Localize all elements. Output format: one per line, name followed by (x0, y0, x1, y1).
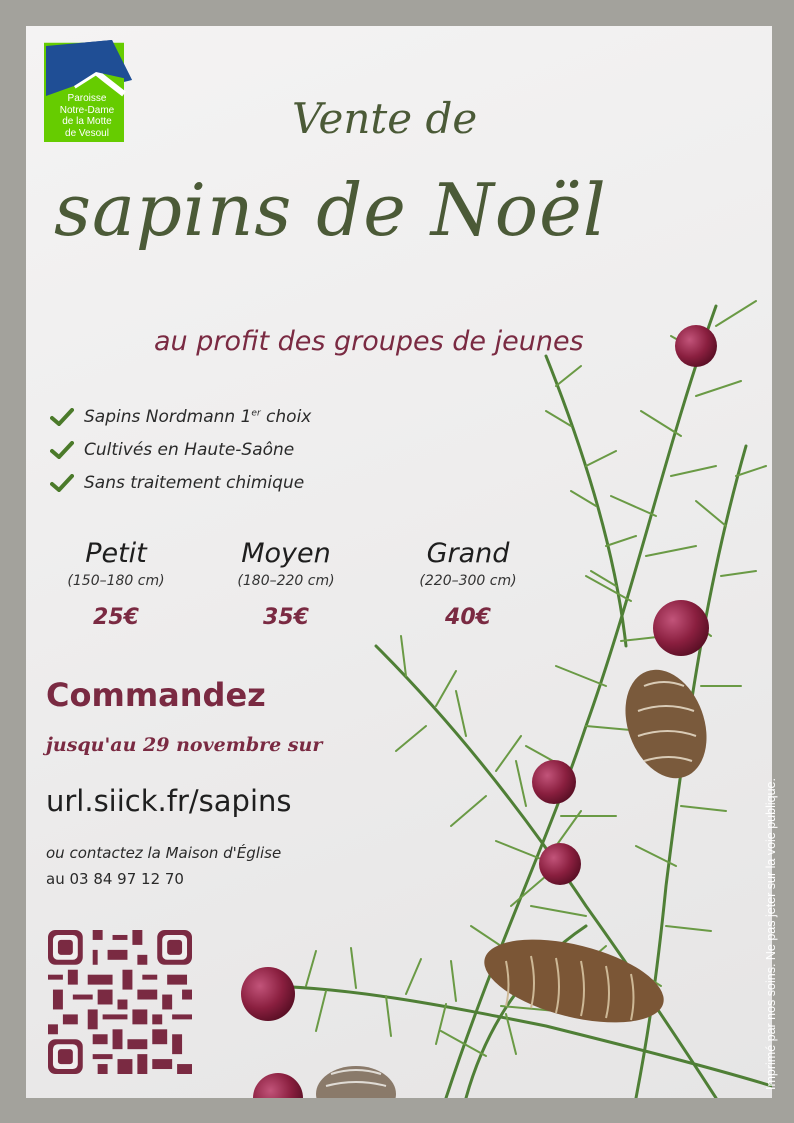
contact-text: ou contactez la Maison d'Église (46, 844, 282, 862)
feature-label: Sapins Nordmann 1 (84, 406, 252, 427)
logo-line: Notre-Dame (59, 104, 115, 116)
subtitle: au profit des groupes de jeunes (154, 326, 584, 357)
qr-code-icon (48, 930, 192, 1074)
logo-line: de Vesoul (65, 127, 109, 139)
price-range: (180–220 cm) (237, 573, 335, 589)
feature-text (84, 407, 311, 427)
print-notice: Imprimé par nos soins. Ne pas jeter sur la voie publique. (764, 778, 778, 1090)
price-size: Petit (85, 538, 147, 569)
feature-item (50, 400, 311, 433)
check-icon (50, 474, 74, 492)
feature-label: Cultivés en Haute-Saône (84, 439, 295, 460)
order-deadline: jusqu'au 29 novembre sur (46, 734, 323, 756)
price-grand (378, 538, 558, 630)
check-icon (50, 408, 74, 426)
order-url-link[interactable]: url.siick.fr/sapins (46, 784, 292, 818)
feature-list (50, 400, 311, 499)
feature-item (50, 466, 311, 499)
feature-suffix: choix (260, 406, 312, 427)
contact-phone: au 03 84 97 12 70 (46, 870, 184, 888)
logo-text (43, 93, 131, 139)
price-moyen (196, 538, 376, 630)
order-title: Commandez (46, 676, 266, 714)
title-line-2: sapins de Noël (54, 168, 607, 252)
price-size: Grand (426, 538, 510, 569)
price-value: 25€ (93, 605, 139, 630)
title-line-1: Vente de (292, 94, 478, 143)
feature-sup: er (251, 407, 261, 418)
logo-line: Paroisse (67, 93, 107, 104)
price-value: 35€ (263, 605, 309, 630)
price-petit (26, 538, 206, 630)
price-range: (220–300 cm) (419, 573, 517, 589)
price-value: 40€ (445, 605, 491, 630)
price-size: Moyen (241, 538, 331, 569)
check-icon (50, 441, 74, 459)
price-range: (150–180 cm) (67, 573, 165, 589)
poster (26, 26, 772, 1098)
logo-line: de la Motte (62, 116, 112, 127)
feature-label: Sans traitement chimique (84, 472, 305, 493)
feature-item (50, 433, 311, 466)
